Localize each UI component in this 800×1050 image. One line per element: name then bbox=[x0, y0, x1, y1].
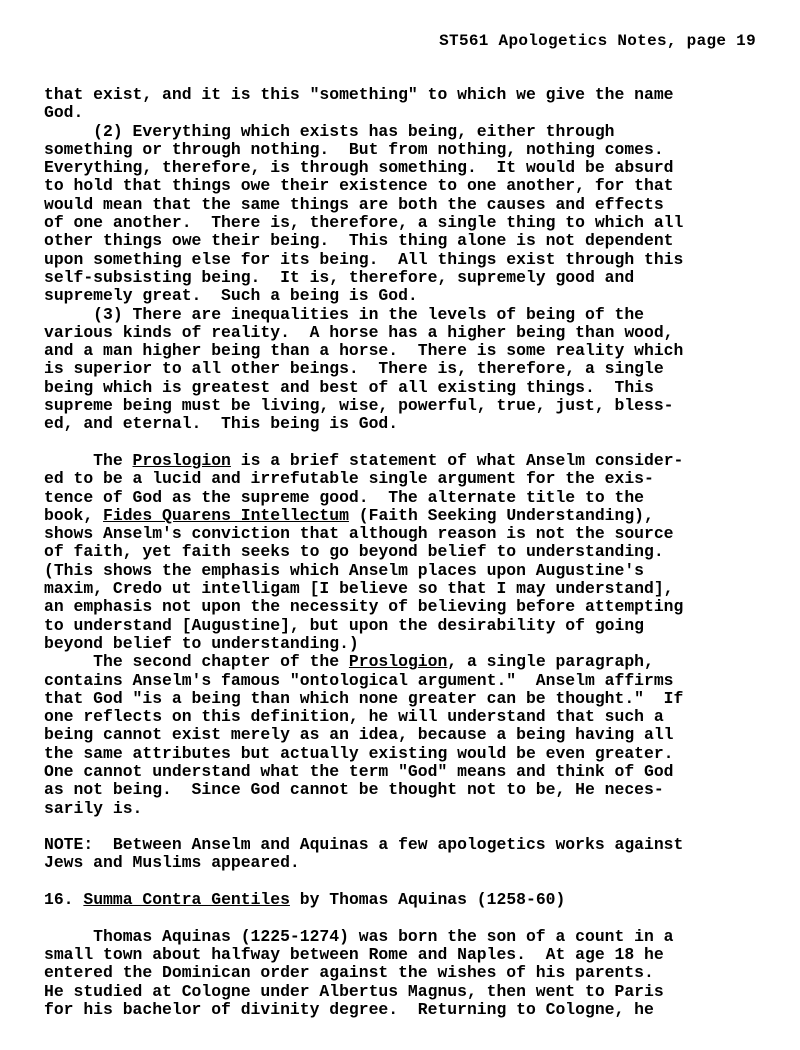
text-line bbox=[44, 726, 774, 744]
text-line bbox=[44, 854, 774, 872]
text-segment: supremely great. Such a being is God. bbox=[44, 286, 418, 306]
text-line bbox=[44, 452, 774, 470]
text-segment: Everything, therefore, is through something. It would be absurd bbox=[44, 158, 674, 178]
text-line bbox=[44, 543, 774, 561]
text-line bbox=[44, 891, 774, 909]
text-segment: tence of God as the supreme good. The alternate title to the bbox=[44, 487, 644, 507]
text-line bbox=[44, 708, 774, 726]
text-segment: (3) There are inequalities in the levels of being of the bbox=[44, 304, 644, 324]
text-segment: One cannot understand what the term "God" means and think of God bbox=[44, 761, 674, 781]
text-segment: of faith, yet faith seeks to go beyond belief to understanding. bbox=[44, 542, 664, 562]
underlined-title: Proslogion bbox=[348, 652, 448, 672]
text-segment: to understand [Augustine], but upon the desirability of going bbox=[44, 615, 644, 635]
text-segment: The second chapter of the bbox=[44, 652, 349, 672]
text-segment: that God "is a being than which none greater can be thought." If bbox=[44, 688, 684, 708]
page-header: ST561 Apologetics Notes, page 19 bbox=[439, 32, 756, 50]
text-line bbox=[44, 598, 774, 616]
text-segment: maxim, Credo ut intelligam [I believe so that I may understand], bbox=[44, 579, 674, 599]
text-segment: book, bbox=[44, 505, 104, 525]
text-segment: the same attributes but actually existing would be even greater. bbox=[44, 743, 674, 763]
text-segment: supreme being must be living, wise, powerful, true, just, bless- bbox=[44, 396, 674, 416]
text-line bbox=[44, 342, 774, 360]
text-segment: is a brief statement of what Anselm consider- bbox=[230, 450, 684, 470]
text-segment: one reflects on this definition, he will understand that such a bbox=[44, 707, 664, 727]
text-segment: of one another. There is, therefore, a single thing to which all bbox=[44, 213, 684, 233]
text-segment: He studied at Cologne under Albertus Magnus, then went to Paris bbox=[44, 981, 664, 1001]
text-segment: shows Anselm's conviction that although reason is not the source bbox=[44, 524, 674, 544]
text-segment: 16. bbox=[44, 890, 84, 910]
text-segment: ed, and eternal. This being is God. bbox=[44, 414, 399, 434]
text-segment: upon something else for its being. All things exist through this bbox=[44, 249, 684, 269]
text-line bbox=[44, 415, 774, 433]
text-line bbox=[44, 946, 774, 964]
text-line bbox=[44, 964, 774, 982]
text-line bbox=[44, 745, 774, 763]
underlined-title: Proslogion bbox=[132, 450, 231, 470]
text-line bbox=[44, 617, 774, 635]
text-segment: for his bachelor of divinity degree. Returning to Cologne, he bbox=[44, 999, 654, 1019]
text-segment: God. bbox=[44, 103, 84, 123]
text-line bbox=[44, 836, 774, 854]
text-line bbox=[44, 360, 774, 378]
text-line bbox=[44, 525, 774, 543]
text-segment: (2) Everything which exists has being, either through bbox=[44, 121, 615, 141]
text-segment: Jews and Muslims appeared. bbox=[44, 853, 300, 873]
text-line bbox=[44, 781, 774, 799]
text-line bbox=[44, 635, 774, 653]
text-segment: , a single paragraph, bbox=[447, 652, 654, 672]
text-line bbox=[44, 983, 774, 1001]
text-line bbox=[44, 489, 774, 507]
text-segment: small town about halfway between Rome and Naples. At age 18 he bbox=[44, 944, 664, 964]
document-body bbox=[44, 86, 774, 1019]
text-line bbox=[44, 470, 774, 488]
text-line bbox=[44, 1001, 774, 1019]
underlined-title: Summa Contra Gentiles bbox=[83, 890, 290, 910]
text-segment: other things owe their being. This thing alone is not dependent bbox=[44, 231, 674, 251]
text-line bbox=[44, 324, 774, 342]
text-segment: as not being. Since God cannot be thought not to be, He neces- bbox=[44, 780, 664, 800]
text-segment: contains Anselm's famous "ontological argument." Anselm affirms bbox=[44, 670, 674, 690]
text-segment: sarily is. bbox=[44, 798, 143, 818]
text-line bbox=[44, 653, 774, 671]
underlined-title: Fides Quarens Intellectum bbox=[103, 505, 349, 525]
text-line bbox=[44, 287, 774, 305]
text-line bbox=[44, 580, 774, 598]
text-segment: is superior to all other beings. There is, therefore, a single bbox=[44, 359, 664, 379]
text-segment: and a man higher being than a horse. There is some reality which bbox=[44, 341, 684, 361]
text-line bbox=[44, 123, 774, 141]
text-line bbox=[44, 104, 774, 122]
blank-line bbox=[44, 818, 774, 836]
text-line bbox=[44, 86, 774, 104]
text-segment: beyond belief to understanding.) bbox=[44, 633, 359, 653]
text-segment: something or through nothing. But from nothing, nothing comes. bbox=[44, 139, 664, 159]
text-segment: would mean that the same things are both the causes and effects bbox=[44, 194, 664, 214]
blank-line bbox=[44, 873, 774, 891]
text-segment: being which is greatest and best of all existing things. This bbox=[44, 377, 654, 397]
text-line bbox=[44, 214, 774, 232]
text-segment: NOTE: Between Anselm and Aquinas a few apologetics works against bbox=[44, 835, 684, 855]
text-segment: by Thomas Aquinas (1258-60) bbox=[289, 890, 566, 910]
text-line bbox=[44, 196, 774, 214]
text-line bbox=[44, 379, 774, 397]
text-line bbox=[44, 232, 774, 250]
text-line bbox=[44, 562, 774, 580]
text-line bbox=[44, 800, 774, 818]
text-segment: entered the Dominican order against the wishes of his parents. bbox=[44, 963, 654, 983]
text-segment: (This shows the emphasis which Anselm places upon Augustine's bbox=[44, 560, 644, 580]
text-segment: Thomas Aquinas (1225-1274) was born the son of a count in a bbox=[44, 926, 674, 946]
text-segment: to hold that things owe their existence to one another, for that bbox=[44, 176, 674, 196]
text-line bbox=[44, 690, 774, 708]
text-segment: an emphasis not upon the necessity of believing before attempting bbox=[44, 597, 684, 617]
text-segment: The bbox=[44, 450, 133, 470]
blank-line bbox=[44, 434, 774, 452]
text-segment: that exist, and it is this "something" to which we give the name bbox=[44, 85, 674, 104]
text-line bbox=[44, 306, 774, 324]
text-line bbox=[44, 928, 774, 946]
text-segment: self-subsisting being. It is, therefore, supremely good and bbox=[44, 267, 635, 287]
text-line bbox=[44, 159, 774, 177]
text-line bbox=[44, 397, 774, 415]
text-segment: various kinds of reality. A horse has a higher being than wood, bbox=[44, 322, 674, 342]
text-line bbox=[44, 251, 774, 269]
text-line bbox=[44, 763, 774, 781]
text-segment: ed to be a lucid and irrefutable single argument for the exis- bbox=[44, 469, 654, 489]
text-segment: being cannot exist merely as an idea, because a being having all bbox=[44, 725, 674, 745]
text-line bbox=[44, 177, 774, 195]
text-line bbox=[44, 141, 774, 159]
text-line bbox=[44, 672, 774, 690]
text-line bbox=[44, 269, 774, 287]
text-line bbox=[44, 507, 774, 525]
blank-line bbox=[44, 909, 774, 927]
text-segment: (Faith Seeking Understanding), bbox=[348, 505, 654, 525]
